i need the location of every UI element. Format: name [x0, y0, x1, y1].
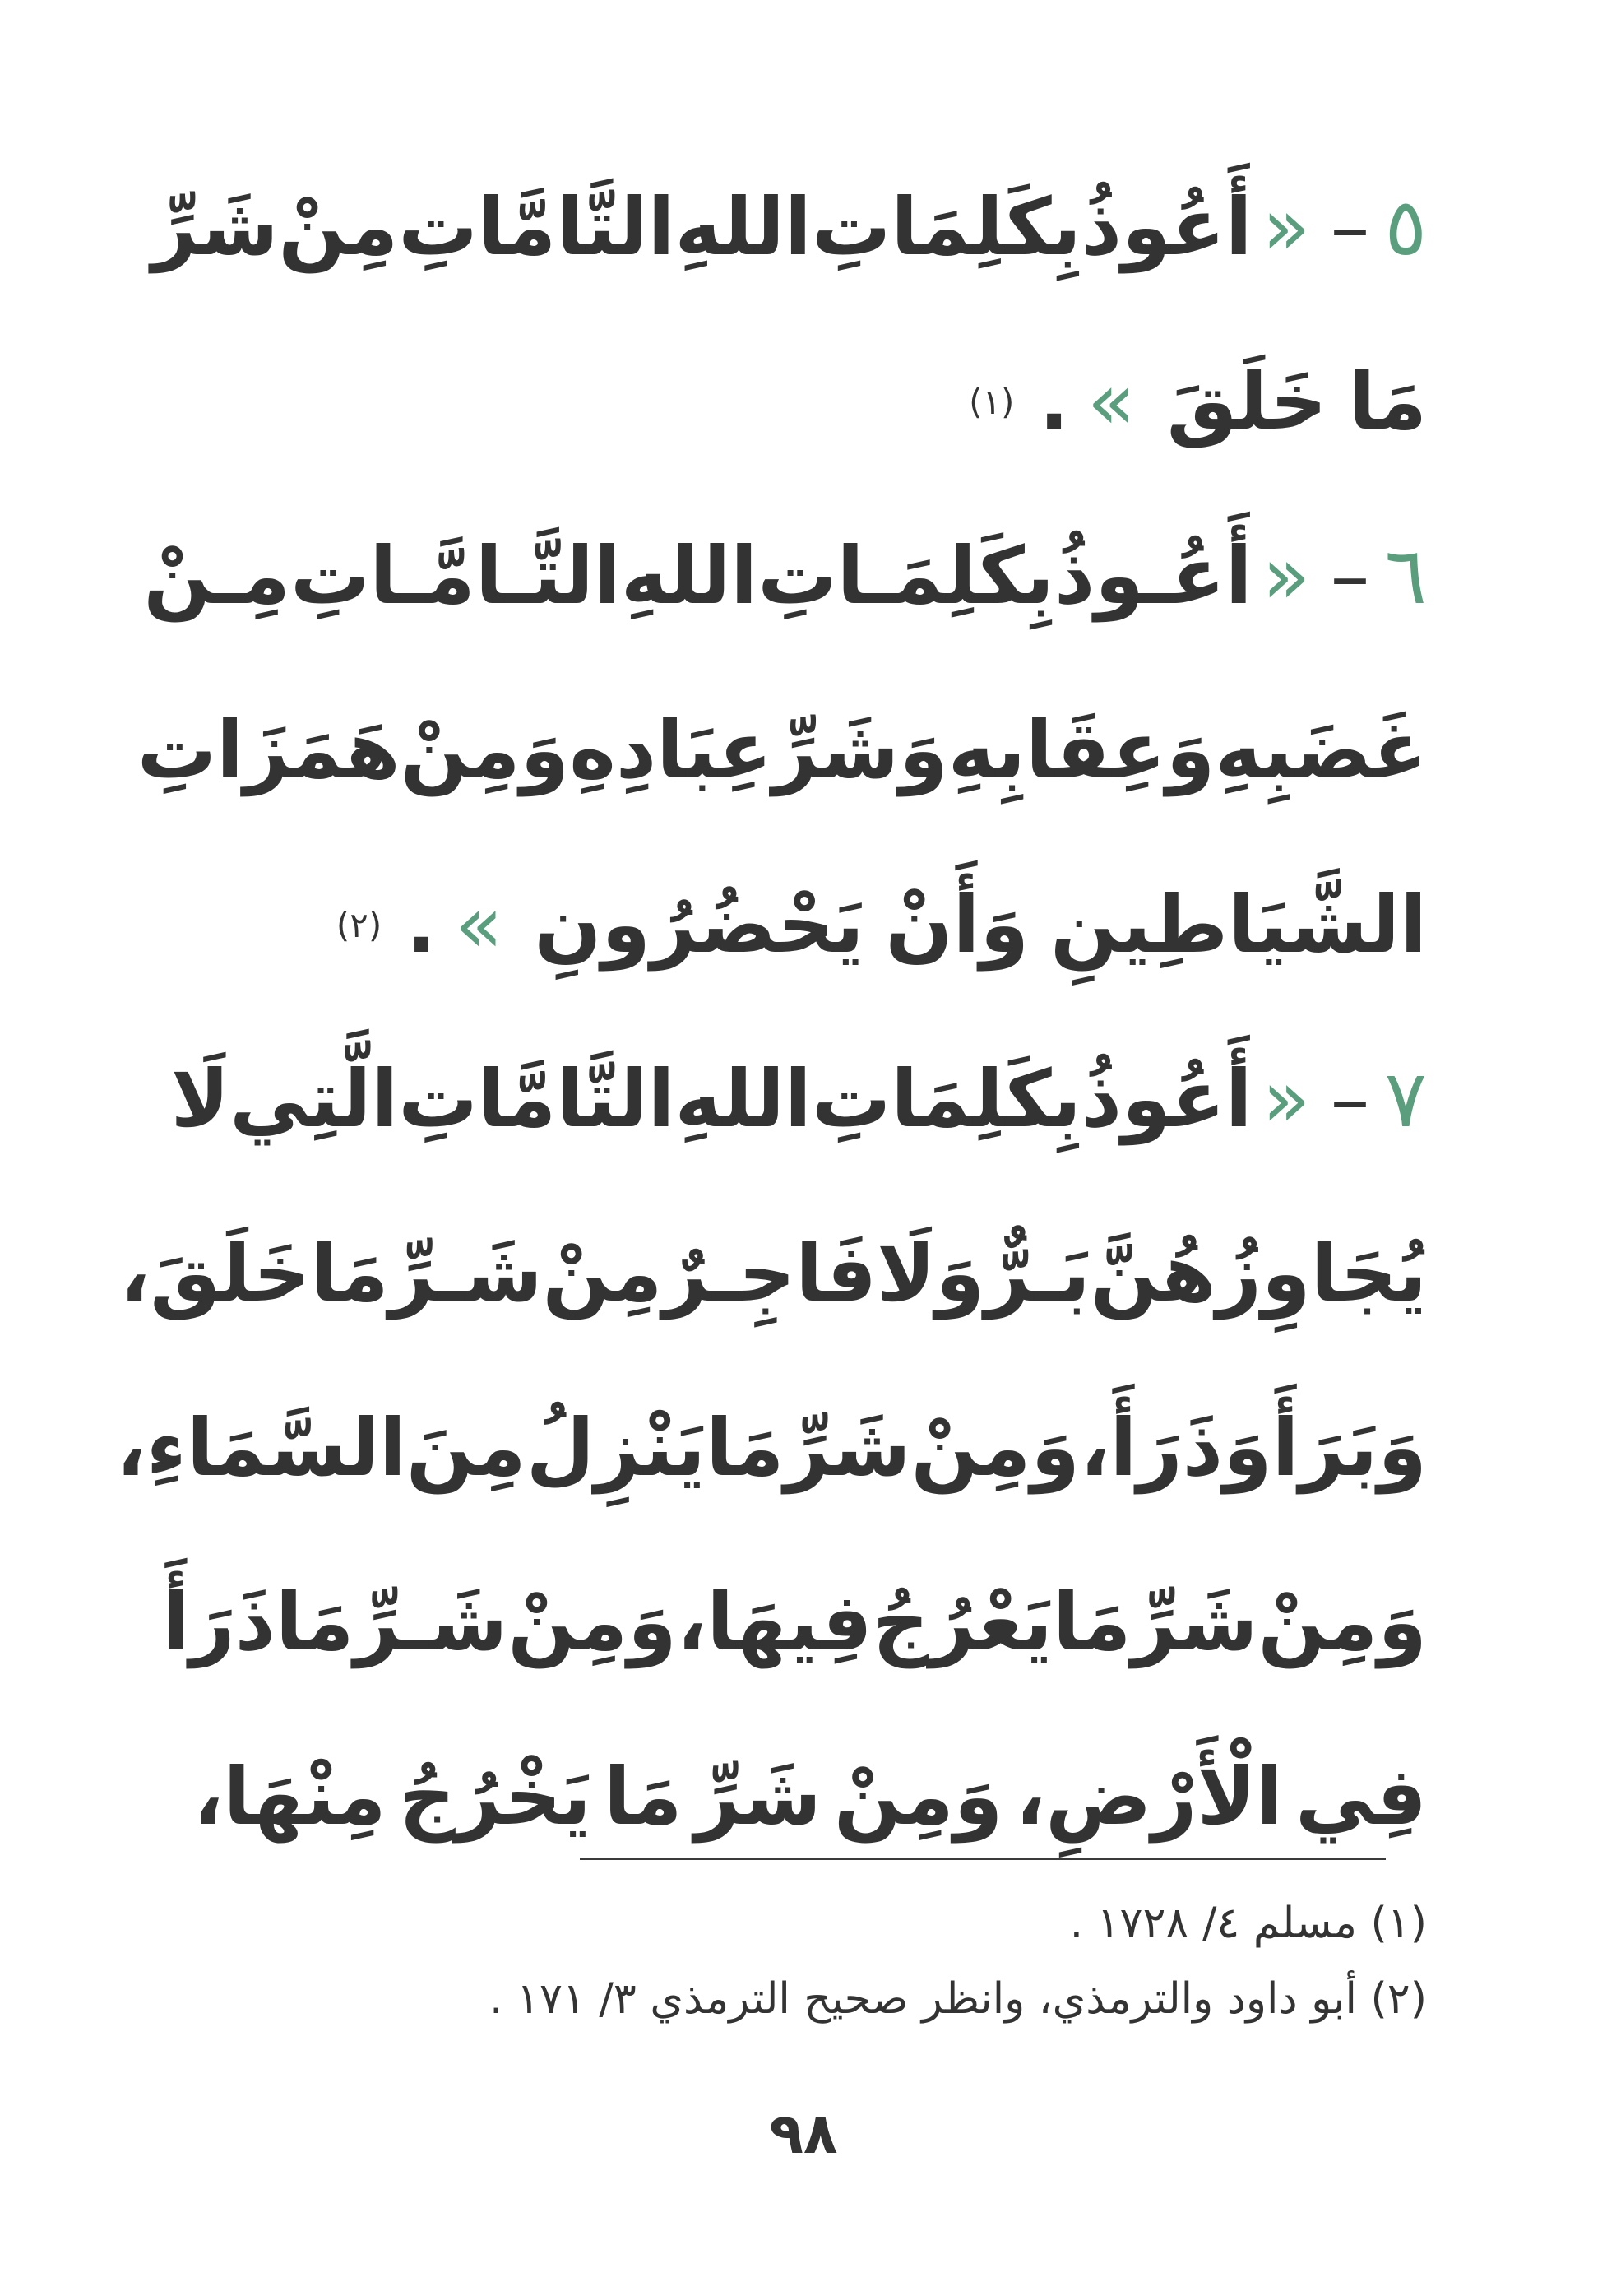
word: بِكَلِمَاتِ [811, 1053, 1081, 1145]
word: وَشَرِّ [771, 704, 948, 796]
word: فَاجِـرٌ [662, 1227, 878, 1320]
word: يُجَاوِزُهُنَّ [1090, 1227, 1427, 1320]
item-lead [1081, 1053, 1427, 1145]
footnote-reference: (١) [969, 381, 1015, 422]
item-number: ٥ [1384, 181, 1427, 273]
word: شَـرِّ [354, 1576, 508, 1668]
word: مَا [275, 1576, 354, 1668]
word: الَّتِي [229, 1053, 399, 1145]
text-line [119, 1186, 1427, 1361]
item-dash: – [1330, 530, 1370, 622]
footnote-1: (١) مسلم ٤/ ١٧٢٨ . [1069, 1899, 1427, 1948]
item-lead [1054, 530, 1427, 622]
word: السَّمَاءِ، [116, 1402, 406, 1494]
word: وَمِنْ [910, 1402, 1081, 1494]
word: يَحْضُرُونِ [534, 879, 864, 971]
word: بِكَلِمَاتِ [811, 181, 1081, 273]
word: شَرِّ [694, 1751, 822, 1843]
word: يَعْرُجُ [872, 1576, 1053, 1668]
word: وَمِنْ [400, 704, 570, 796]
footnotes [193, 1886, 1427, 2037]
word: يَنْزِلُ [526, 1402, 706, 1494]
word: وَلَا [877, 1227, 985, 1320]
text-line [137, 663, 1427, 837]
word: فِي [1295, 1751, 1427, 1843]
word: وَأَنْ [885, 879, 1030, 971]
text-line [151, 140, 1427, 314]
item-dash: – [1330, 1053, 1370, 1145]
word: خَلَقَ، [119, 1227, 311, 1320]
word: مِنْهَا، [193, 1751, 387, 1843]
word: مِنَ [405, 1402, 526, 1494]
word: اللهِ [674, 1053, 812, 1145]
item-lead [1081, 181, 1427, 273]
word: مِـنْ [143, 530, 291, 622]
text-line [162, 1535, 1427, 1709]
word: أَعُوذُ [1081, 181, 1253, 273]
word: وَعِقَابِهِ [947, 704, 1216, 796]
word: مَا [1348, 355, 1427, 448]
word: الْأَرْضِ، [1015, 1751, 1283, 1843]
sentence-end: . [1039, 355, 1069, 448]
word: وَمِنْ [833, 1751, 1003, 1843]
word: مِنْ [542, 1227, 663, 1320]
close-quote: » [454, 879, 503, 971]
word: وَمِنْ [1257, 1576, 1427, 1668]
word: ذَرَأَ [162, 1576, 276, 1668]
word: خَلَقَ [1166, 355, 1327, 448]
item-number: ٦ [1384, 530, 1427, 622]
text-line [170, 1012, 1427, 1186]
word: شَرِّ [151, 181, 279, 273]
open-quote: « [1262, 1053, 1311, 1145]
text-line [116, 1361, 1427, 1535]
word: أَعُوذُ [1081, 1053, 1253, 1145]
footnote-2: (٢) أبو داود والترمذي، وانظر صحيح الترمذي ٣/ ١٧١ . [489, 1974, 1427, 2024]
word: شَرِّ [1131, 1576, 1258, 1668]
word: مَا [310, 1227, 389, 1320]
word: مَا [1052, 1576, 1132, 1668]
open-quote: « [1262, 181, 1311, 273]
word: شَرِّ [784, 1402, 911, 1494]
word: عِبَادِهِ [569, 704, 772, 796]
supplications-text [116, 140, 1427, 1884]
word: بَـرٌّ [984, 1227, 1091, 1320]
word: وَبَرَأَ [1271, 1402, 1427, 1494]
word: هَمَزَاتِ [137, 704, 401, 796]
item-dash: – [1330, 181, 1370, 273]
word: وَمِنْ [507, 1576, 677, 1668]
word: بِكَلِمَـاتِ [757, 530, 1054, 622]
word: وَذَرَأَ، [1080, 1402, 1272, 1494]
word: لَا [170, 1053, 230, 1145]
word: يَخْرُجُ [398, 1751, 591, 1843]
word: أَعُـوذُ [1054, 530, 1253, 622]
text-line [193, 314, 1427, 489]
text-line [143, 489, 1427, 663]
word: مِنْ [278, 181, 399, 273]
word: اللهِ [674, 181, 812, 273]
word: اللهِ [620, 530, 758, 622]
page-number: ٩٨ [769, 2102, 838, 2167]
word: شَـرِّ [388, 1227, 543, 1320]
word: مَا [604, 1751, 683, 1843]
item-number: ٧ [1384, 1053, 1427, 1145]
open-quote: « [1262, 530, 1311, 622]
word: التَّـامَّـاتِ [290, 530, 621, 622]
close-quote: » [1086, 355, 1136, 448]
word: غَضَبِهِ [1215, 704, 1427, 796]
word: التَّامَّاتِ [398, 181, 675, 273]
word: مَا [705, 1402, 785, 1494]
word: فِيهَا، [676, 1576, 873, 1668]
sentence-end: . [406, 879, 437, 971]
word: التَّامَّاتِ [398, 1053, 675, 1145]
text-line [193, 837, 1427, 1012]
footnote-separator [580, 1858, 1386, 1860]
word: الشَّيَاطِينِ [1050, 879, 1427, 971]
footnote-reference: (٢) [336, 904, 382, 945]
